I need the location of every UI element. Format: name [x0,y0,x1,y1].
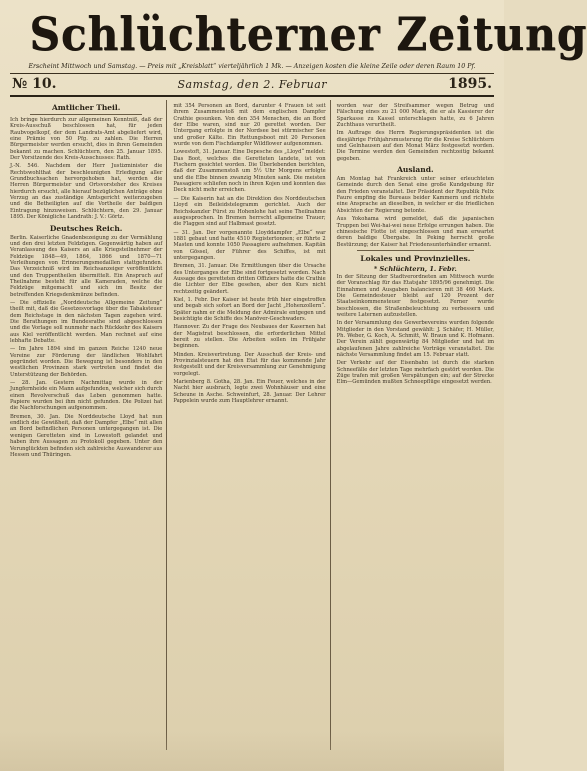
article-paragraph: Hannover. Zu der Frage des Neubaues der Kasernen hat der Magistrat beschlossen, die erforderlichen Mittel bereit zu stellen. Die Arbeiten sollen im Frühjahr beginnen. [173,324,326,350]
article-paragraph: Im Auftrage des Herrn Regierungspräsidenten ist die diesjährige Frühjahrsmusterung für die Kreise Schlüchtern und Gelnhausen auf den Monat März festgesetzt worden. Die Termine werden den Gemeinden rechtzeitig bekannt gegeben. [336,130,494,162]
article-paragraph: — Die Kaiserin hat an die Direktion des Norddeutschen Lloyd ein Beileidstelegramm gerichtet. Auch der Reichskanzler Fürst zu Hohenlohe hat seine Theilnahme ausgesprochen. In Bremen herrscht allgemeine Trauer; die Flaggen sind auf Halbmast gesetzt. [173,195,326,228]
article-paragraph: Aus Yokohama wird gemeldet, daß die japanischen Truppen bei Wei-hai-wei neue Erfolge errungen haben. Die chinesische Flotte ist eingeschlossen und man erwartet deren baldige Übergabe. In Peking herrscht große Bestürzung; der Kaiser hat Friedensunterhändler ernannt. [336,216,494,248]
issue-date: Samstag, den 2. Februar [177,78,328,91]
issue-year: 1895. [448,76,492,92]
section-heading-german-reich: Deutsches Reich. [49,223,123,233]
article-paragraph: Der Verkehr auf der Eisenbahn ist durch die starken Schneefälle der letzten Tage mehrfach gestört worden. Die Züge trafen mit großen Verspätungen ein; auf der Strecke Elm—Gemünden mußten Schneepflüge eingesetzt werden. [336,360,494,386]
article-paragraph: — Im Jahre 1894 sind im ganzen Reiche 1240 neue Vereine zur Förderung der ländlichen Wohlfahrt gegründet worden. Die Bewegung ist besonders in den westlichen Provinzen stark vertreten und findet die Unterstützung der Behörden. [10,346,163,378]
column-1 [10,100,167,750]
article-paragraph: J.-N. 546. Nachdem der Herr Justizminister die Rechtswohlthat der beschleunigten Erledigung aller Grundbuchsachen hervorgehoben hat, werden die Herren Bürgermeister und Ortsvorsteher des Kreises hierdurch ersucht, alle hierauf bezüglichen Anträge ohne Verzug an das zuständige Amtsgericht weiterzugeben und die Betheiligten auf die Vortheile der baldigen Eintragung hinzuweisen. Schlüchtern, den 29. Januar 1895. Der Königliche Landrath: J. V.: Görtz. [10,163,163,221]
article-paragraph: Berlin. Kaiserliche Gnadenbezeigung zu der Vermählung und den drei letzten Feldzügen. Gegenwärtig haben auf Veranlassung des Kaisers an alle Kriegsteilnehmer der Feldzüge 1848—49, 1864, 1866 und 1870—71 Verleihungen von Erinnerungsmedaillen stattgefunden. Das Verzeichniß wird im Reichsanzeiger veröffentlicht und den Truppentheilen übermittelt. Ein Anspruch auf Theilnahme besteht für alle Kameraden, welche die Feldzüge mitgemacht und sich im Besitz der betreffenden Kriegsdenkmünze befinden. [10,234,163,298]
section-heading-local: Lokales und Provinzielles. [360,253,471,263]
column-2 [173,100,330,750]
column-3 [337,100,494,750]
article-paragraph: Am Montag hat Frankreich unter seiner erleuchteten Gemeinde durch den Senat eine große Kundgebung für den Frieden veranstaltet. Der Präsident der Republik Felix Faure empfing die Bureaus beider Kammern und richtete eine Ansprache an dieselben, in welcher er die friedlichen Absichten der Regierung betonte. [336,176,494,214]
article-paragraph: — 28. Jan. Gestern Nachmittag wurde in der Jungfernheide ein Mann aufgefunden, welcher sich durch einen Revolverschuß das Leben genommen hatte. Papiere wurden bei ihm nicht gefunden. Die Polizei hat die Nachforschungen aufgenommen. [10,380,163,412]
article-paragraph: Ich bringe hierdurch zur allgemeinen Kenntniß, daß der Kreis-Ausschuß beschlossen hat, für jeden Raubvogelkopf, der dem Landrats-Amt abgeliefert wird, eine Prämie von 50 Pfg. zu zahlen. Die Herren Bürgermeister werden ersucht, dies in ihren Gemeinden bekannt zu machen. Schlüchtern, den 25. Januar 1895. Der Vorsitzende des Kreis-Ausschusses: Rath. [10,117,163,162]
dateline: * Schlüchtern, 1. Febr. [373,264,457,273]
article-paragraph: Kiel, 1. Febr. Der Kaiser ist heute früh hier eingetroffen und begab sich sofort an Bord der Jacht „Hohenzollern“. Später nahm er die Meldung der Admirale entgegen und besichtigte die Schiffe des Manöver-Geschwaders. [173,296,326,322]
issue-bar [10,74,494,97]
article-paragraph: In der Versammlung des Gewerbevereins wurden folgende Mitglieder in den Vorstand gewählt: J. Schäfer, H. Müller, Ph. Weber, G. Koch, A. Schmitt, W. Braun und K. Hofmann. Der Verein zählt gegenwärtig 84 Mitglieder und hat im abgelaufenen Jahre zahlreiche Vorträge veranstaltet. Die nächste Versammlung findet am 15. Februar statt. [336,320,494,358]
article-paragraph: worden war der Streifsammer wegen Betrug und Fälschung eines zu 21 000 Mark, die er als Kassierer der Sparkasse zu Kassel unterschlagen hatte, zu 6 Jahren Zuchthaus verurtheilt. [336,103,494,129]
article-paragraph: In der Sitzung der Stadtverordneten am Mittwoch wurde der Voranschlag für das Etatsjahr 1895/96 genehmigt. Die Einnahmen und Ausgaben balancieren mit 38 460 Mark. Die Gemeindesteuer bleibt auf 120 Prozent der Staatseinkommensteuer festgesetzt. Ferner wurde beschlossen, die Straßenbeleuchtung zu verbessern und weitere Laternen aufzustellen. [336,273,494,318]
subscription-info: Erscheint Mittwoch und Samstag. — Preis mit „Kreisblatt“ vierteljährlich 1 Mk. — Anzeigen kosten die kleine Zeile oder deren Raum 10 Pf. [10,62,494,74]
masthead-title: Schlüchterner Zeitung [29,7,587,61]
issue-number: № 10. [12,76,57,92]
article-paragraph: — Die offizielle „Norddeutsche Allgemeine Zeitung“ theilt mit, daß die Gesetzesvorlage über die Tabaksteuer dem Reichstage in den nächsten Tagen zugehen wird. Die Berathungen im Bundesrathe sind abgeschlossen und die Vorlage soll nunmehr nach Rückkehr des Kaisers aus Kiel veröffentlicht werden. Man rechnet auf eine lebhafte Debatte. [10,299,163,344]
article-paragraph: mit 354 Personen an Bord, darunter 4 Frauen ist seit ihrem Zusammenstoß mit dem englischen Dampfer Crathie gesunken. Von den 354 Menschen, die an Bord der Elbe waren, sind nur 20 gerettet worden. Der Untergang erfolgte in der Nordsee bei stürmischer See und großer Kälte. Ein Rettungsboot mit 20 Personen wurde von dem Fischdampfer Wildflower aufgenommen. [173,103,326,148]
article-columns [10,100,494,750]
page-bottom-shade [0,731,504,771]
divider [357,250,474,251]
article-paragraph: Minden. Kreisvertretung. Der Ausschuß der Kreis- und Provinzialsteuern hat den Etat für das kommende Jahr festgestellt und der Kreisversammlung zur Genehmigung vorgelegt. [173,351,326,377]
article-paragraph: — 31. Jan. Der vorgenannte Lloyddampfer „Elbe“ war 1881 gebaut und hatte 4510 Registertonnen; er führte 2 Masten und konnte 1050 Passagiere aufnehmen. Kapitän von Gössel, der Führer des Schiffes, ist mit untergegangen. [173,229,326,261]
section-heading-official: Amtlicher Theil. [51,103,121,112]
divider [30,114,142,115]
article-paragraph: Lowestoft, 31. Januar. Eine Depesche des „Lloyd“ meldet: Das Boot, welches die Geretteten landete, ist von Fischern gesichtet worden. Die Überlebenden berichten, daß der Zusammenstoß um 5½ Uhr Morgens erfolgte und die Elbe binnen zwanzig Minuten sank. Die meisten Passagiere schliefen noch in ihren Kojen und konnten das Deck nicht mehr erreichen. [173,149,326,194]
article-paragraph: Marienberg 8. Gotha, 28. Jan. Ein Feuer, welches in der Nacht hier ausbrach, legte zwei Wohnhäuser und eine Scheune in Asche. Schweinfurt, 28. Januar. Der Lehrer Pappelein wurde zum Hauptlehrer ernannt. [173,379,326,405]
article-paragraph: Bremen, 31. Januar. Die Ermittlungen über die Ursache des Unterganges der Elbe sind fortgesetzt worden. Nach Aussage des geretteten dritten Offiziers hatte die Crathie die Lichter der Elbe gesehen, aber den Kurs nicht rechtzeitig geändert. [173,263,326,295]
article-paragraph: Bremen, 30. Jan. Die Norddeutsche Lloyd hat nun endlich die Gewißheit, daß der Dampfer „Elbe“ mit allen an Bord befindlichen Personen untergegangen ist. Die wenigen Geretteten sind in Lowestoft gelandet und haben ihre Aussagen zu Protokoll gegeben. Unter den Verunglückten befinden sich zahlreiche Auswanderer aus Hessen und Thüringen. [10,413,163,458]
section-heading-abroad: Ausland. [397,165,434,175]
